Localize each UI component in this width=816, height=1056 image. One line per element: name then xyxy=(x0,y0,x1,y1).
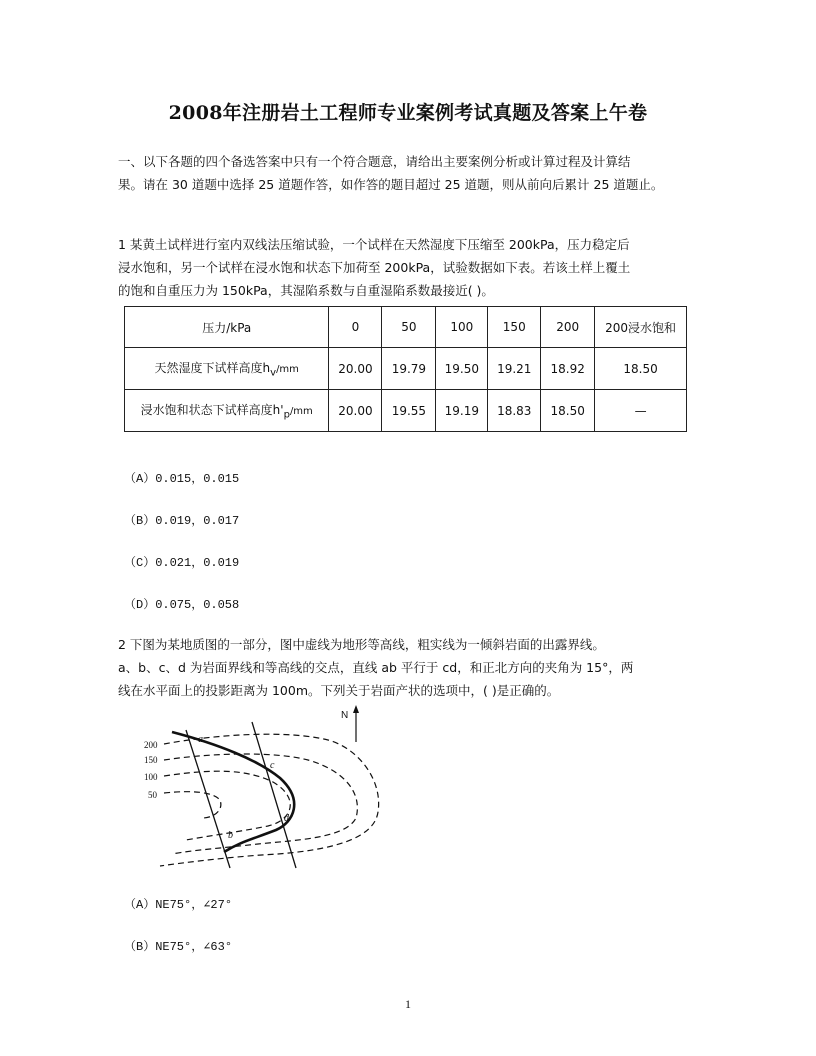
table-cell: 19.21 xyxy=(488,348,541,390)
north-arrow-icon xyxy=(353,705,359,742)
point-label-c: c xyxy=(270,760,275,771)
question-1-line: 浸水饱和，另一个试样在浸水饱和状态下加荷至 200kPa，试验数据如下表。若该土样上覆土 xyxy=(118,260,631,275)
table-cell: 20.00 xyxy=(329,348,382,390)
table-header-cell: 压力/kPa xyxy=(125,307,329,348)
north-label: N xyxy=(341,710,349,721)
table-cell: 19.55 xyxy=(382,390,436,432)
compression-test-table xyxy=(124,306,687,432)
contour-lines xyxy=(160,734,379,866)
row-label-subscript: v xyxy=(270,367,277,379)
document-title: 2008年注册岩土工程师专业案例考试真题及答案上午卷 xyxy=(168,102,648,124)
table-cell: 18.83 xyxy=(488,390,541,432)
question-1-option-a: （A）0.015，0.015 xyxy=(124,472,240,486)
question-2-line: 线在水平面上的投影距离为 100m。下列关于岩面产状的选项中，( )是正确的。 xyxy=(118,683,560,698)
question-2-stem xyxy=(118,633,703,702)
table-row-label xyxy=(125,348,329,390)
table-cell: 18.50 xyxy=(541,390,595,432)
row-label-unit: /mm xyxy=(289,405,313,417)
line-ab xyxy=(186,730,230,868)
contour-label-200: 200 xyxy=(144,740,158,750)
instructions-paragraph xyxy=(118,150,703,196)
contour-label-100: 100 xyxy=(144,772,158,782)
table-cell: 19.50 xyxy=(436,348,488,390)
table-header-cell: 100 xyxy=(436,307,488,348)
question-1-stem xyxy=(118,233,703,302)
question-2-option-b: （B）NE75°，∠63° xyxy=(124,940,233,954)
table-header-cell: 200 xyxy=(541,307,595,348)
table-row xyxy=(125,390,687,432)
row-label-text: 浸水饱和状态下试样高度h' xyxy=(140,402,284,417)
row-label-subscript: p xyxy=(283,409,290,421)
table-row xyxy=(125,348,687,390)
question-2-line: 2 下图为某地质图的一部分，图中虚线为地形等高线，粗实线为一倾斜岩面的出露界线。 xyxy=(118,637,605,652)
point-label-a: a xyxy=(198,734,203,745)
row-label-text: 天然湿度下试样高度h xyxy=(154,360,271,375)
instructions-line: 一、以下各题的四个备选答案中只有一个符合题意，请给出主要案例分析或计算过程及计算结 xyxy=(118,154,631,169)
geologic-map-figure xyxy=(128,700,388,875)
table-cell: 20.00 xyxy=(329,390,382,432)
table-cell: 19.19 xyxy=(436,390,488,432)
table-header-row xyxy=(125,307,687,348)
outcrop-boundary xyxy=(172,732,294,852)
table-cell: 19.79 xyxy=(382,348,436,390)
point-label-d: d xyxy=(284,813,289,824)
line-cd xyxy=(252,722,296,868)
instructions-line: 果。请在 30 道题中选择 25 道题作答，如作答的题目超过 25 道题，则从前向后累计 25 道题止。 xyxy=(118,177,664,192)
question-1-line: 的饱和自重压力为 150kPa，其湿陷系数与自重湿陷系数最接近( )。 xyxy=(118,283,494,298)
table-cell: — xyxy=(595,390,687,432)
contour-line-150 xyxy=(164,754,357,854)
question-1-option-d: （D）0.075，0.058 xyxy=(124,598,240,612)
question-2-line: a、b、c、d 为岩面界线和等高线的交点，直线 ab 平行于 cd，和正北方向的夹角为 15°，两 xyxy=(118,660,634,675)
table-header-cell: 50 xyxy=(382,307,436,348)
row-label-unit: /mm xyxy=(276,363,299,375)
contour-line-200 xyxy=(160,734,379,866)
table-cell: 18.92 xyxy=(541,348,595,390)
table-row-label xyxy=(125,390,329,432)
contour-label-150: 150 xyxy=(144,755,158,765)
contour-label-50: 50 xyxy=(148,790,157,800)
question-1-line: 1 某黄土试样进行室内双线法压缩试验，一个试样在天然湿度下压缩至 200kPa，压力稳定后 xyxy=(118,237,630,252)
point-label-b: b xyxy=(228,830,233,841)
table-header-cell: 0 xyxy=(329,307,382,348)
table-cell: 18.50 xyxy=(595,348,687,390)
table-header-cell: 200浸水饱和 xyxy=(595,307,687,348)
page-number: 1 xyxy=(405,997,411,1011)
question-1-option-c: （C）0.021，0.019 xyxy=(124,556,240,570)
question-2-option-a: （A）NE75°，∠27° xyxy=(124,898,233,912)
table-header-cell: 150 xyxy=(488,307,541,348)
question-1-option-b: （B）0.019，0.017 xyxy=(124,514,240,528)
